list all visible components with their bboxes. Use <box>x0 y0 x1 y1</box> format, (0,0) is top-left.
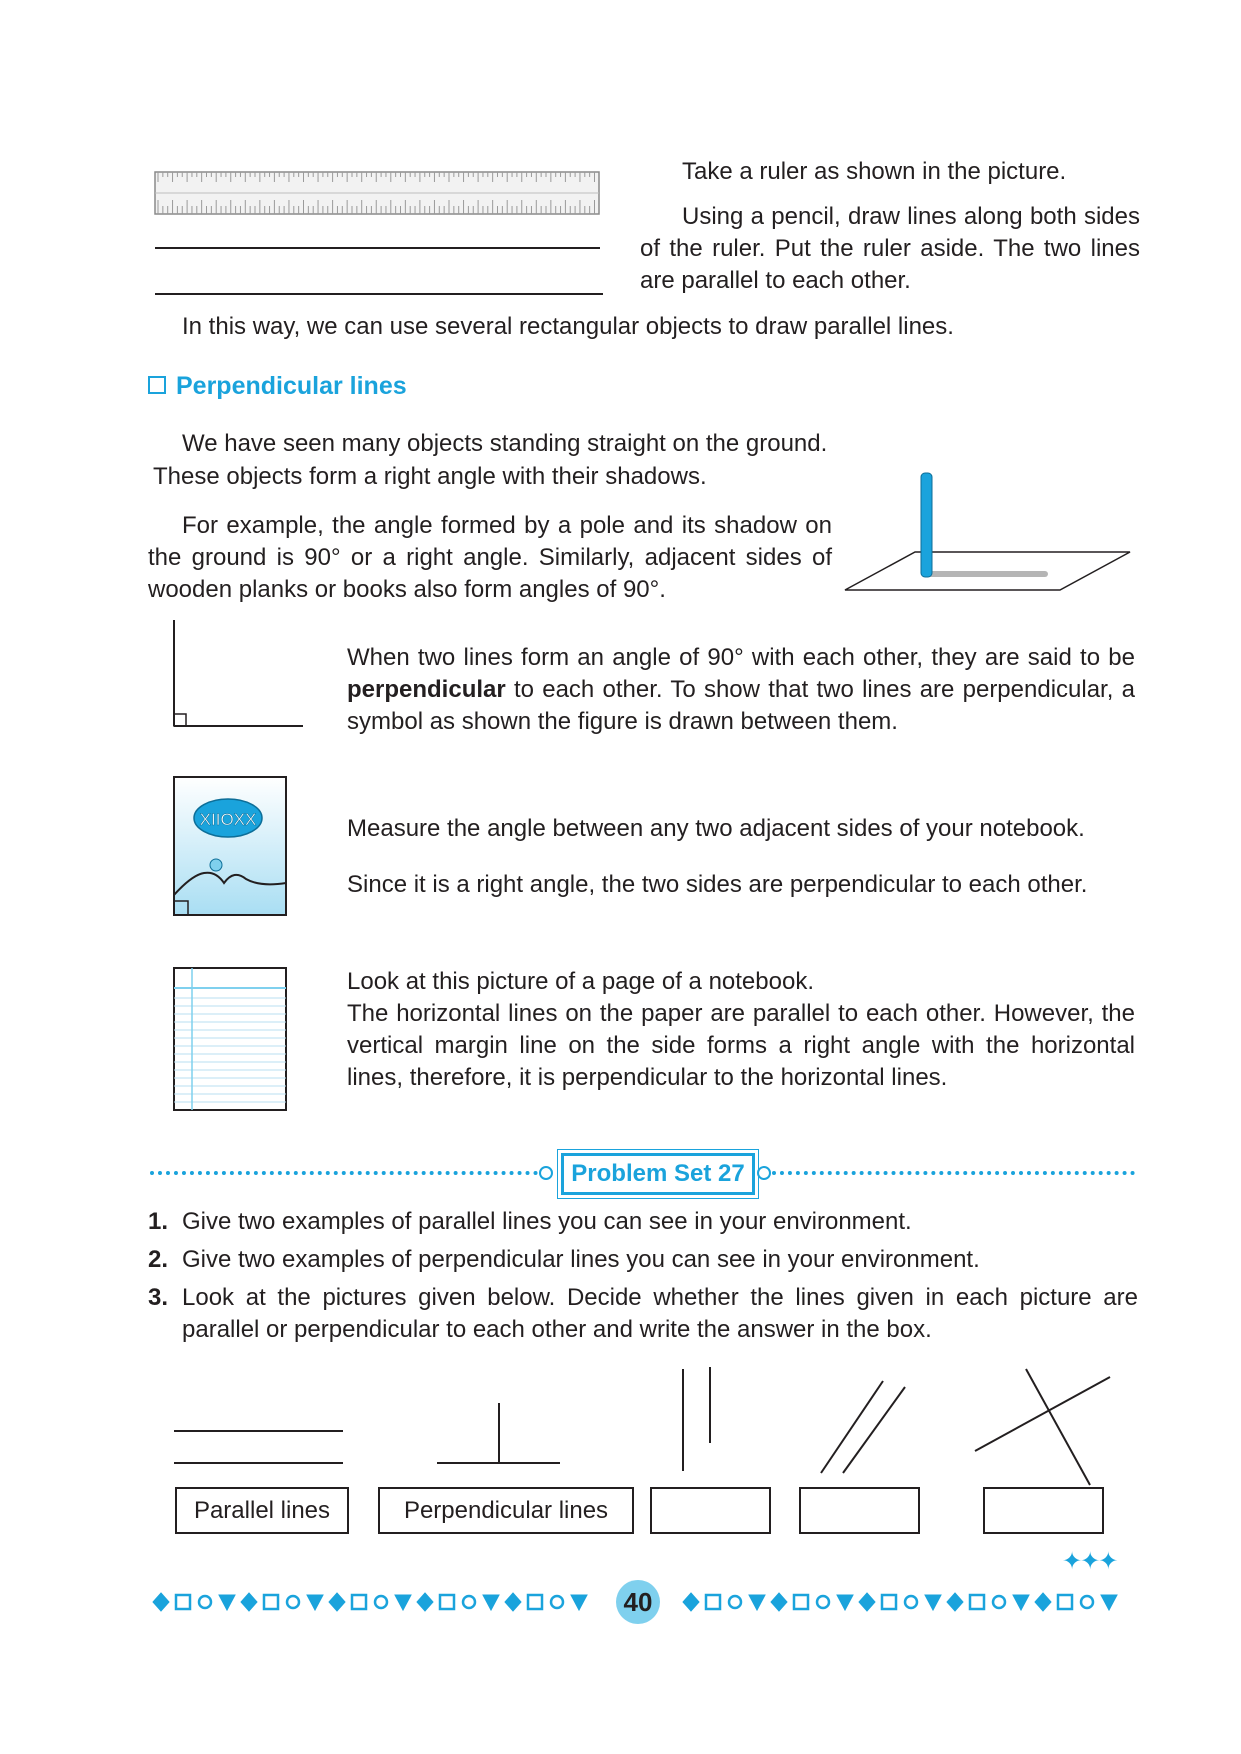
figure-parallel-vertical <box>683 1367 710 1471</box>
problem-text: Look at the pictures given below. Decide whether the lines given in each picture are parallel or perpendicular to each other and write the answer in the box. <box>182 1284 1138 1343</box>
notebook-cover-figure <box>172 775 290 920</box>
ruler-figure <box>150 168 610 298</box>
answer-box-2[interactable]: Perpendicular lines <box>378 1487 634 1534</box>
problem-set-title: Problem Set 27 <box>561 1153 755 1195</box>
problem-text: Give two examples of parallel lines you can see in your environment. <box>182 1208 912 1235</box>
problem-item <box>148 1206 1138 1238</box>
problem-item <box>148 1244 1138 1276</box>
notebook-page-figure <box>172 966 290 1114</box>
right-angle-symbol-figure <box>168 618 308 733</box>
heading-square-icon <box>148 376 166 394</box>
term-perpendicular: perpendicular <box>347 676 506 703</box>
problem-set-divider-left <box>150 1171 538 1175</box>
answer-box-4[interactable] <box>799 1487 920 1534</box>
definition-text-end: to each other. To show that two lines are perpendicular, a symbol as shown the figure is drawn between them. <box>347 676 1135 735</box>
problem-number: 3. <box>148 1284 169 1311</box>
answer-box-1[interactable]: Parallel lines <box>175 1487 349 1534</box>
figure-parallel-slanted <box>821 1381 905 1473</box>
paragraph-notebook-page-intro: Look at this picture of a page of a notebook. <box>347 968 814 995</box>
paragraph-ruler-intro: Take a ruler as shown in the picture. <box>682 158 1067 185</box>
divider-circle-right-icon <box>756 1165 772 1181</box>
footer-border-left <box>150 1590 600 1614</box>
answer-box-3[interactable] <box>650 1487 771 1534</box>
problem-set-divider-right <box>772 1171 1135 1175</box>
figure-intersecting-lines <box>975 1369 1110 1485</box>
page-number: 40 <box>616 1580 660 1624</box>
section-end-mark: ✦✦✦ <box>1062 1547 1117 1575</box>
paragraph-draw-lines: Using a pencil, draw lines along both sides of the ruler. Put the ruler aside. The two lines are parallel to each other. <box>640 203 1140 294</box>
problem-number: 2. <box>148 1246 169 1273</box>
heading-text: Perpendicular lines <box>176 372 407 400</box>
section-heading-perpendicular <box>148 372 407 401</box>
answer-box-5[interactable] <box>983 1487 1104 1534</box>
paragraph-rectangular-objects: In this way, we can use several rectangular objects to draw parallel lines. <box>182 313 954 340</box>
paragraph-right-angle-sides: Since it is a right angle, the two sides are perpendicular to each other. <box>347 871 1088 898</box>
paragraph-perpendicular-definition <box>347 642 1135 738</box>
problem-text: Give two examples of perpendicular lines you can see in your environment. <box>182 1246 980 1273</box>
definition-text-start: When two lines form an angle of 90° with each other, they are said to be <box>347 644 1135 671</box>
paragraph-objects-standing-line1: We have seen many objects standing straight on the ground. <box>182 430 828 457</box>
paragraph-notebook-page-lines: The horizontal lines on the paper are parallel to each other. However, the vertical margin line on the side forms a right angle with the horizontal lines, therefore, it is perpendicular to the horizontal lines. <box>347 1000 1135 1091</box>
problem-number: 1. <box>148 1208 169 1235</box>
paragraph-measure-angle: Measure the angle between any two adjacent sides of your notebook. <box>347 815 1085 842</box>
figure-perpendicular-t <box>437 1403 560 1463</box>
notebook-label: XIIOXX <box>199 810 257 829</box>
figure-parallel-horizontal <box>174 1431 343 1463</box>
footer-border-right <box>680 1590 1135 1614</box>
paragraph-pole-example: For example, the angle formed by a pole and its shadow on the ground is 90° or a right angle. Similarly, adjacent sides of wooden planks or books also form angles of 90°. <box>148 512 832 603</box>
divider-circle-left-icon <box>538 1165 554 1181</box>
problem-item <box>148 1282 1138 1346</box>
pole-shadow-figure <box>840 465 1140 595</box>
paragraph-objects-standing-line2: These objects form a right angle with their shadows. <box>153 463 707 490</box>
